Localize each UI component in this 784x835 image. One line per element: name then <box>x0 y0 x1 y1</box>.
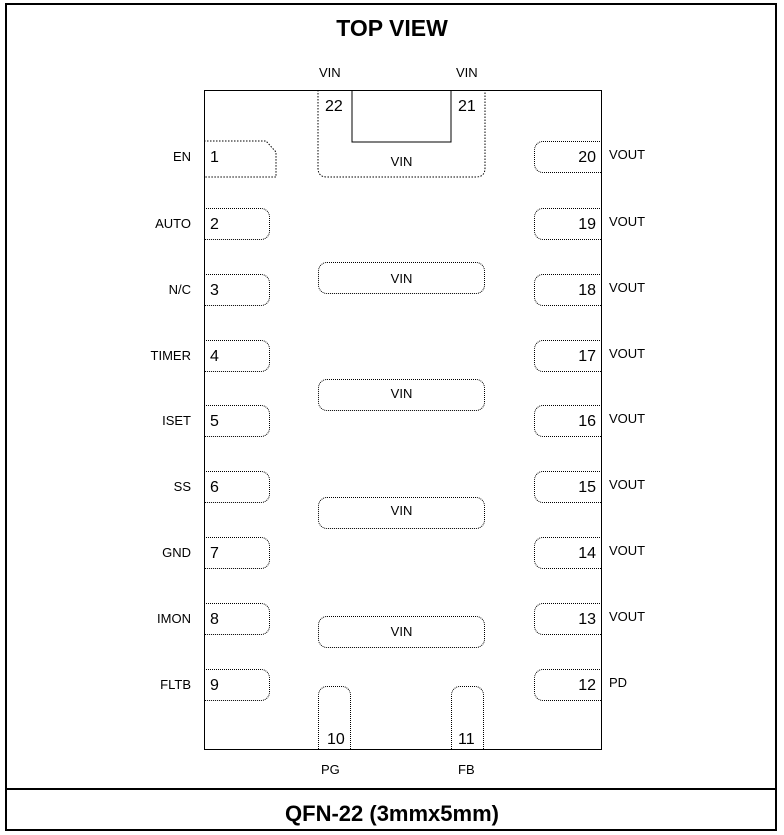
pin-1-number: 1 <box>210 149 219 166</box>
center-vin-label-4: VIN <box>390 624 413 639</box>
pin-15-number: 15 <box>578 479 596 496</box>
pin-20-number: 20 <box>578 149 596 166</box>
center-vin-label-1: VIN <box>390 271 413 286</box>
pin-7-number: 7 <box>210 545 219 562</box>
pin-11-name: FB <box>458 762 475 777</box>
top-vin-label: VIN <box>390 154 413 169</box>
pin-13-number: 13 <box>578 611 596 628</box>
pin-6-number: 6 <box>210 479 219 496</box>
pin-9-name: FLTB <box>160 677 191 692</box>
pin-21-number: 21 <box>458 98 476 115</box>
center-vin-label-3: VIN <box>390 503 413 518</box>
pin-21-name: VIN <box>456 65 478 80</box>
pin-3-name: N/C <box>168 282 191 297</box>
pin-12-number: 12 <box>578 677 596 694</box>
pin-9-number: 9 <box>210 677 219 694</box>
pin-22-number: 22 <box>325 98 343 115</box>
pin-19-name: VOUT <box>609 214 646 229</box>
pin-15-name: VOUT <box>609 477 646 492</box>
pin-10-name: PG <box>321 762 340 777</box>
pin-16-name: VOUT <box>609 411 646 426</box>
pin-10-number: 10 <box>327 731 345 748</box>
pin-13-name: VOUT <box>609 609 646 624</box>
pin-14-name: VOUT <box>609 543 646 558</box>
pin-17-name: VOUT <box>609 346 646 361</box>
pin-12-name: PD <box>609 675 628 690</box>
pin-5-name: ISET <box>162 413 191 428</box>
pin-11-number: 11 <box>458 731 475 748</box>
package-label: QFN-22 (3mmx5mm) <box>285 801 499 826</box>
pin-8-number: 8 <box>210 611 219 628</box>
center-vin-label-2: VIN <box>390 386 413 401</box>
pin-2-number: 2 <box>210 216 219 233</box>
pin-6-name: SS <box>173 479 191 494</box>
pin-17-number: 17 <box>578 348 596 365</box>
pin-19-number: 19 <box>578 216 596 233</box>
pin-18-number: 18 <box>578 282 596 299</box>
pin-3-number: 3 <box>210 282 219 299</box>
pin-18-name: VOUT <box>609 280 646 295</box>
pin-4-name: TIMER <box>150 348 191 363</box>
pin-14-number: 14 <box>578 545 596 562</box>
pin-4-number: 4 <box>210 348 219 365</box>
diagram-title: TOP VIEW <box>336 15 448 41</box>
pin-22-name: VIN <box>319 65 341 80</box>
pin-1-name: EN <box>172 149 191 164</box>
pin-7-name: GND <box>162 545 191 560</box>
pin-2-name: AUTO <box>155 216 191 231</box>
pin-5-number: 5 <box>210 413 219 430</box>
pin-8-name: IMON <box>157 611 191 626</box>
pin-16-number: 16 <box>578 413 596 430</box>
pin-20-name: VOUT <box>609 147 646 162</box>
